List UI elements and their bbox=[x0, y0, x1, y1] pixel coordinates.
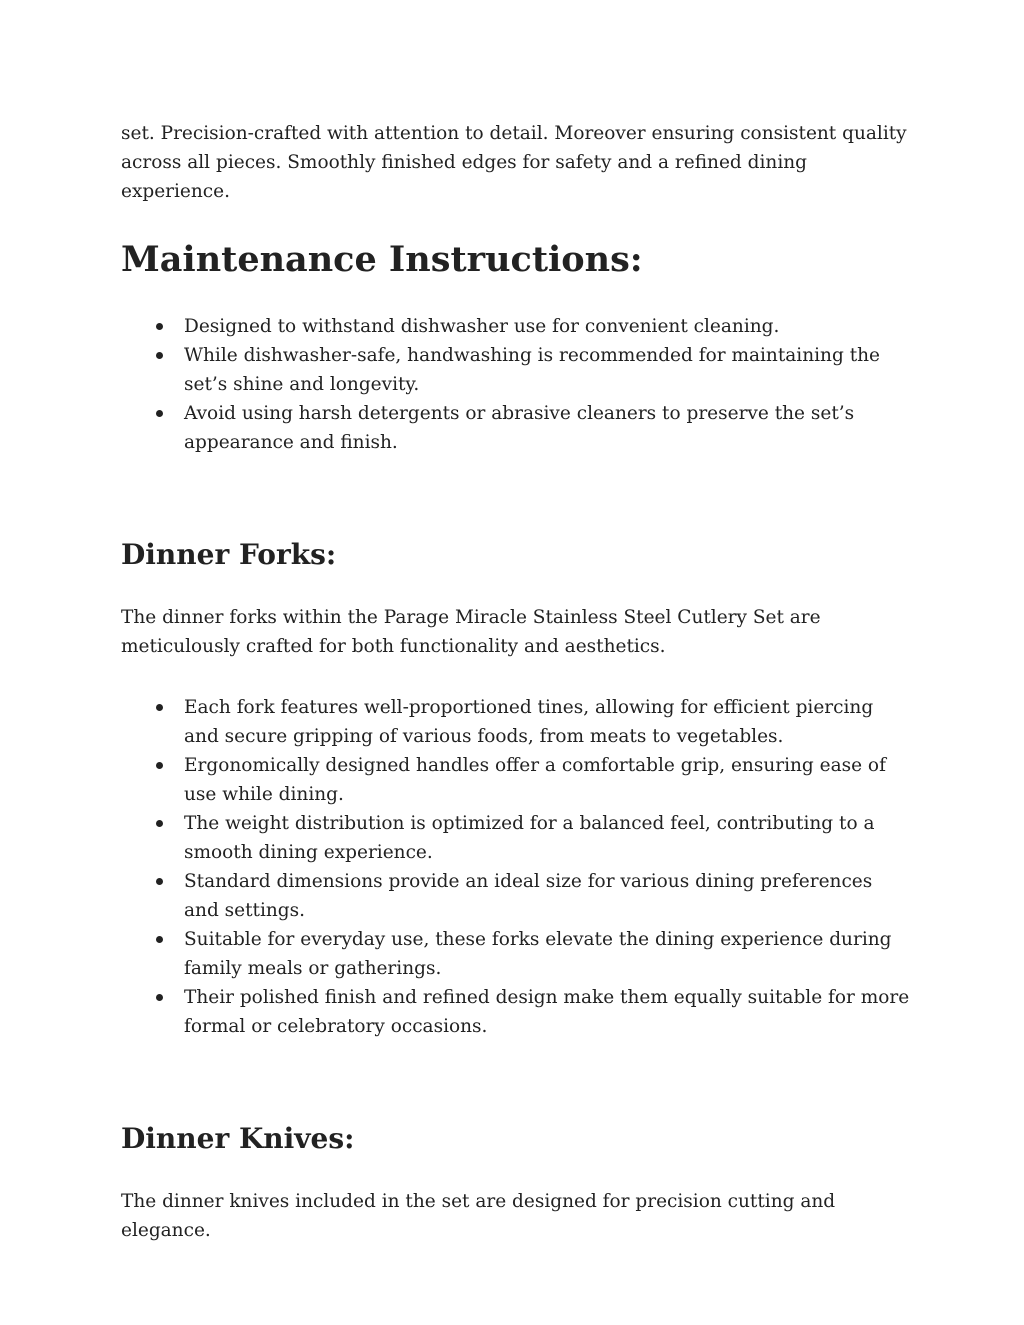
intro-paragraph: set. Precision-crafted with attention to detail. Moreover ensuring consistent quality across all pieces. Smoothly finished edges for safety and a refined dining experience. bbox=[121, 123, 907, 202]
bullet-icon bbox=[156, 762, 163, 769]
list-item: Designed to withstand dishwasher use for convenient cleaning. bbox=[121, 312, 911, 341]
bullet-icon bbox=[156, 994, 163, 1001]
list-item: Standard dimensions provide an ideal size for various dining preferences and settings. bbox=[121, 867, 911, 925]
list-item: While dishwasher-safe, handwashing is recommended for maintaining the set’s shine and longevity. bbox=[121, 341, 911, 399]
list-item: Each fork features well-proportioned tines, allowing for efficient piercing and secure gripping of various foods, from meats to vegetables. bbox=[121, 693, 911, 751]
list-item: Avoid using harsh detergents or abrasive cleaners to preserve the set’s appearance and finish. bbox=[121, 399, 911, 457]
list-item: The weight distribution is optimized for a balanced feel, contributing to a smooth dining experience. bbox=[121, 809, 911, 867]
document-page bbox=[121, 119, 911, 1245]
bullet-icon bbox=[156, 323, 163, 330]
forks-heading: Dinner Forks: bbox=[121, 538, 337, 571]
bullet-icon bbox=[156, 704, 163, 711]
bullet-icon bbox=[156, 878, 163, 885]
bullet-icon bbox=[156, 410, 163, 417]
forks-list bbox=[121, 693, 911, 1041]
list-item: Their polished finish and refined design make them equally suitable for more formal or celebratory occasions. bbox=[121, 983, 911, 1041]
list-item: Suitable for everyday use, these forks elevate the dining experience during family meals or gatherings. bbox=[121, 925, 911, 983]
maintenance-list bbox=[121, 312, 911, 457]
knives-heading: Dinner Knives: bbox=[121, 1122, 355, 1155]
bullet-icon bbox=[156, 820, 163, 827]
forks-paragraph: The dinner forks within the Parage Miracle Stainless Steel Cutlery Set are meticulously crafted for both functionality and aesthetics. bbox=[121, 607, 821, 657]
bullet-icon bbox=[156, 936, 163, 943]
list-item: Ergonomically designed handles offer a comfortable grip, ensuring ease of use while dining. bbox=[121, 751, 911, 809]
knives-paragraph: The dinner knives included in the set are designed for precision cutting and elegance. bbox=[121, 1191, 836, 1241]
bullet-icon bbox=[156, 352, 163, 359]
maintenance-heading: Maintenance Instructions: bbox=[121, 239, 643, 280]
